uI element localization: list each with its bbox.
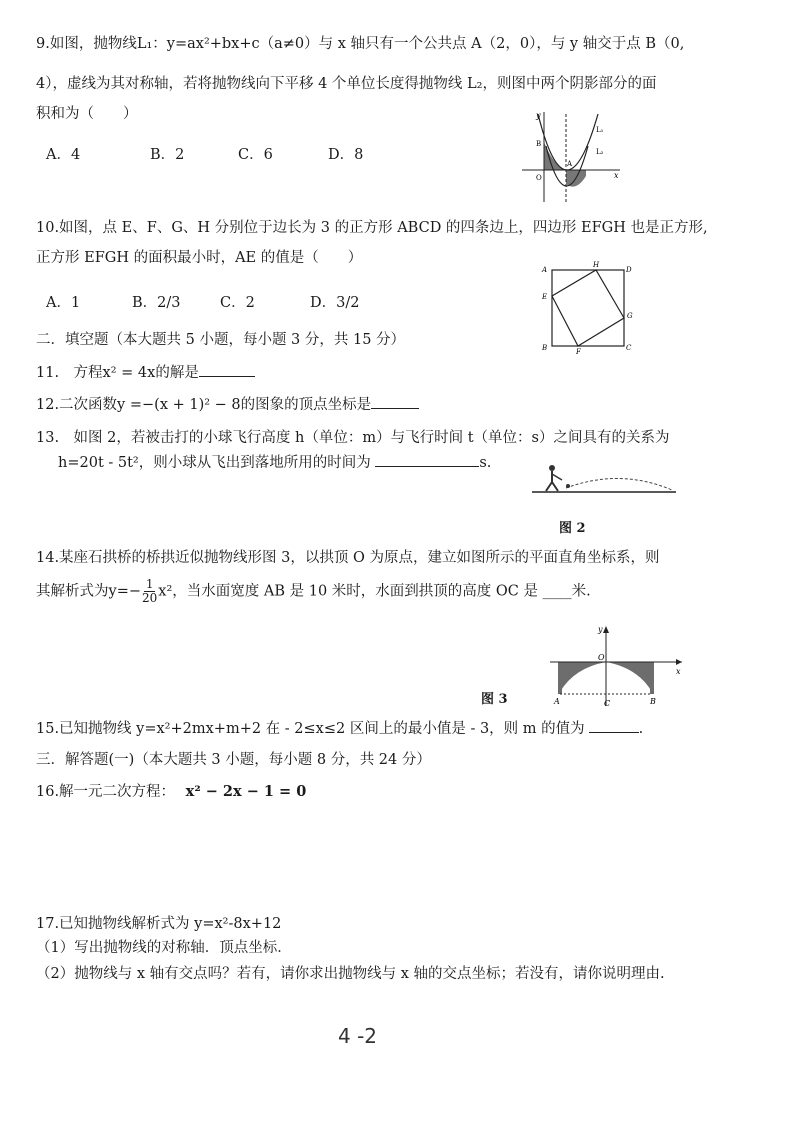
q10-figure-svg: [538, 260, 638, 356]
q9-option-a[interactable]: A．4: [46, 147, 81, 163]
q10-option-d[interactable]: D．3/2: [310, 295, 360, 311]
q12: [36, 394, 419, 415]
q10-square-efgh: [552, 270, 624, 346]
q12-answer-blank[interactable]: [371, 394, 419, 409]
q10-option-c[interactable]: C．2: [220, 295, 255, 311]
q13-ball-path: [566, 478, 672, 490]
q9-line1: 9.如图，抛物线L₁：y=ax²+bx+c（a≠0）与 x 轴只有一个公共点 A（2，0），与 y 轴交于点 B（0,: [36, 36, 685, 52]
q14-label-y: y: [598, 625, 603, 634]
q14-fraction-den: 20: [142, 591, 158, 605]
q10-label-f: F: [576, 348, 581, 356]
q17-line1: 17.已知抛物线解析式为 y=x²-8x+12: [36, 916, 282, 932]
q14-fraction-num: 1: [145, 577, 154, 591]
q10-label-c: C: [626, 344, 632, 352]
section2-title: 二．填空题（本大题共 5 小题，每小题 3 分，共 15 分）: [36, 332, 406, 348]
q9-label-l2: L₂: [596, 148, 604, 156]
q15-end: .: [638, 721, 644, 737]
q9-label-y: y: [536, 111, 541, 120]
q11-text: 11. 方程x² = 4x的解是: [36, 365, 199, 381]
q13-ball: [566, 484, 570, 488]
q10-options: [46, 291, 359, 312]
q13-line1: 13. 如图 2，若被击打的小球飞行高度 h（单位：m）与飞行时间 t（单位：s）之间具有的关系为: [36, 430, 670, 446]
q14-line2-b: x²，当水面宽度 AB 是 10 米时，水面到拱顶的高度 OC 是 ____米.: [158, 583, 591, 600]
q13-line2-text: h=20t - 5t²，则小球从飞出到落地所用的时间为: [58, 455, 371, 471]
q9-figure: [516, 106, 624, 206]
q10-label-a: A: [542, 266, 548, 274]
q10-option-b[interactable]: B．2/3: [132, 295, 181, 311]
q10-label-h: H: [593, 261, 600, 269]
q9-label-o: O: [536, 174, 542, 182]
q13-player-head: [549, 465, 555, 471]
q10-label-g: G: [627, 312, 633, 320]
q14-figure-svg: [546, 620, 690, 710]
q10-square-abcd: [552, 270, 624, 346]
q9-label-b: B: [536, 140, 542, 148]
q16: [36, 782, 306, 802]
q14-shade-right: [606, 662, 652, 692]
q17-line2: （1）写出抛物线的对称轴．顶点坐标．: [36, 940, 292, 956]
q14-label-x: x: [676, 667, 681, 676]
q10-label-e: E: [542, 293, 548, 301]
q9-figure-svg: [516, 106, 624, 206]
q9-label-x: x: [614, 171, 619, 180]
q10-option-a[interactable]: A．1: [46, 295, 81, 311]
q9-option-d[interactable]: D．8: [328, 147, 364, 163]
q15: [36, 718, 643, 739]
q14-y-arrow: [603, 626, 609, 633]
q9-shade-left: [544, 142, 564, 170]
q10-figure: [538, 260, 638, 356]
q9-option-c[interactable]: C．6: [238, 147, 273, 163]
q13-player-club: [552, 474, 562, 480]
q14-pier-left: [558, 662, 562, 694]
q14-fraction: [142, 578, 157, 605]
q14-pier-right: [650, 662, 654, 694]
q15-answer-blank[interactable]: [589, 718, 639, 733]
q10-label-b: B: [542, 344, 548, 352]
q11: [36, 362, 255, 383]
q13-caption: 图 2: [559, 521, 586, 536]
q9-option-b[interactable]: B．2: [150, 147, 185, 163]
q9-options: [46, 143, 363, 164]
q13-figure-svg: [530, 458, 680, 498]
section3-title: 三．解答题(一)（本大题共 3 小题，每小题 8 分，共 24 分）: [36, 752, 431, 768]
q10-line2: 正方形 EFGH 的面积最小时，AE 的值是（ ）: [36, 250, 363, 266]
q13-answer-blank[interactable]: [375, 452, 479, 467]
q14-figure: [546, 620, 690, 710]
q14-label-o: O: [598, 653, 605, 662]
q12-text: 12.二次函数y =−(x + 1)² − 8的图象的顶点坐标是: [36, 397, 372, 413]
q17-line3: （2）抛物线与 x 轴有交点吗？若有，请你求出抛物线与 x 轴的交点坐标；若没有，请你说明理由.: [36, 966, 665, 982]
q13-player-leg1: [546, 482, 552, 491]
q15-text: 15.已知抛物线 y=x²+2mx+m+2 在 - 2≤x≤2 区间上的最小值是 - 3，则 m 的值为: [36, 721, 585, 737]
q10-label-d: D: [626, 266, 632, 274]
q14-line2: [36, 578, 591, 605]
q14-line1: 14.某座石拱桥的桥拱近似抛物线形图 3，以拱顶 O 为原点，建立如图所示的平面直角坐标系，则: [36, 550, 660, 566]
q9-line3: 积和为（ ）: [36, 106, 138, 122]
q16-equation: x² − 2x − 1 = 0: [185, 783, 307, 800]
q9-label-l1: L₁: [596, 126, 604, 134]
page-number: 4 -2: [338, 1024, 378, 1048]
q14-shade-left: [560, 662, 606, 692]
q9-label-a: A: [567, 160, 573, 168]
q10-line1: 10.如图，点 E、F、G、H 分别位于边长为 3 的正方形 ABCD 的四条边上，四边形 EFGH 也是正方形,: [36, 220, 708, 236]
q14-line2-a: 其解析式为y=−: [36, 583, 141, 600]
q13-line2: [58, 452, 491, 473]
q14-label-b: B: [650, 697, 656, 706]
q14-label-c: C: [604, 699, 611, 708]
q13-figure: [530, 458, 680, 498]
q13-player-leg2: [552, 482, 558, 491]
q14-label-a: A: [554, 697, 560, 706]
q9-line2: 4），虚线为其对称轴，若将抛物线向下平移 4 个单位长度得抛物线 L₂，则图中两个阴影部分的面: [36, 76, 657, 92]
q11-answer-blank[interactable]: [199, 362, 255, 377]
q13-unit: s.: [479, 455, 492, 471]
q14-caption: 图 3: [481, 692, 508, 707]
q14-x-arrow: [676, 659, 682, 665]
q16-text: 16.解一元二次方程：: [36, 784, 176, 800]
